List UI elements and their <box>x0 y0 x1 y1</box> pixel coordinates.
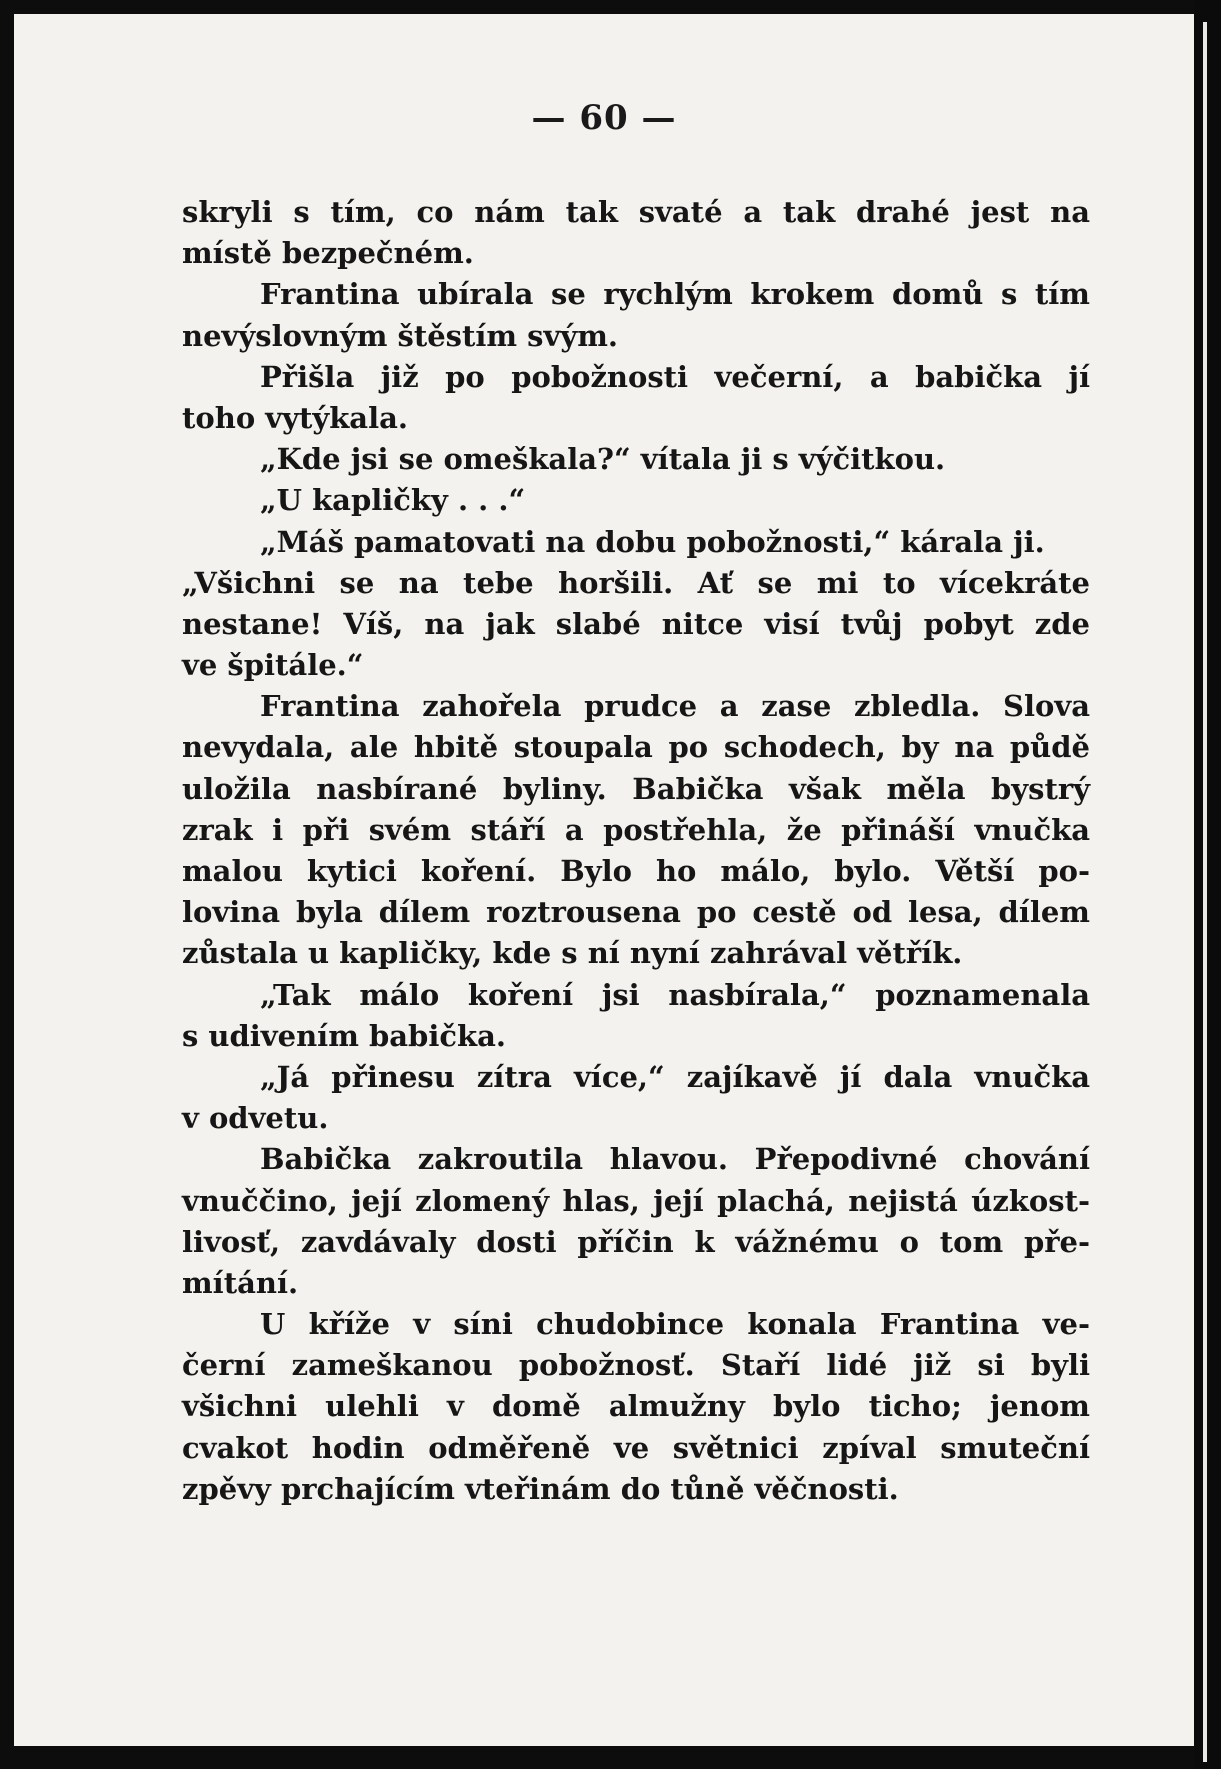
text-line: skryli s tím, co nám tak svaté a tak drahé jest na <box>182 195 1090 229</box>
next-page-edge <box>1203 22 1207 1762</box>
text-line: černí zameškanou pobožnosť. Staří lidé již si byli <box>182 1348 1090 1383</box>
text-line: ve špitále.“ <box>182 648 364 683</box>
text-line: místě bezpečném. <box>182 236 474 271</box>
text-line: mítání. <box>182 1265 299 1300</box>
text-line: nestane! Víš, na jak slabé nitce visí tvůj pobyt zde <box>182 606 1090 641</box>
page-number: — 60 — <box>531 98 677 138</box>
text-line: Babička zakroutila hlavou. Přepodivné chování <box>260 1142 1090 1177</box>
text-line: nevydala, ale hbitě stoupala po schodech, by na půdě <box>182 730 1090 765</box>
text-line: „Kde jsi se omeškala?“ vítala ji s výčitkou. <box>260 442 946 477</box>
text-line: zrak i při svém stáří a postřehla, že přináší vnučka <box>182 812 1090 847</box>
body-text <box>182 192 1090 1510</box>
text-line: cvakot hodin odměřeně ve světnici zpíval smuteční <box>182 1430 1090 1465</box>
text-line: „Všichni se na tebe horšili. Ať se mi to vícekráte <box>182 565 1090 600</box>
text-line: „U kapličky . . .“ <box>260 483 526 518</box>
text-line: nevýslovným štěstím svým. <box>182 318 618 353</box>
text-line: toho vytýkala. <box>182 400 408 435</box>
text-line: zůstala u kapličky, kde s ní nyní zahrával větřík. <box>182 936 963 971</box>
text-line: „Tak málo koření jsi nasbírala,“ poznamenala <box>260 977 1090 1012</box>
text-line: lovina byla dílem roztrousena po cestě od lesa, dílem <box>182 895 1090 930</box>
text-line: s udivením babička. <box>182 1018 506 1053</box>
text-line: zpěvy prchajícím vteřinám do tůně věčnosti. <box>182 1471 899 1506</box>
book-page <box>14 14 1194 1746</box>
text-line: malou kytici koření. Bylo ho málo, bylo. Větší po- <box>182 854 1090 888</box>
text-line: Frantina zahořela prudce a zase zbledla. Slova <box>260 689 1090 724</box>
text-line: všichni ulehli v domě almužny bylo ticho; jenom <box>182 1389 1090 1424</box>
text-line: „Máš pamatovati na dobu pobožnosti,“ kárala ji. <box>260 524 1045 559</box>
text-line: v odvetu. <box>182 1101 329 1136</box>
text-line: livosť, zavdávaly dosti příčin k vážnému o tom pře- <box>182 1224 1090 1259</box>
text-line: U kříže v síni chudobince konala Frantina ve- <box>260 1307 1090 1342</box>
text-line: uložila nasbírané byliny. Babička však měla bystrý <box>182 771 1090 806</box>
scan-border <box>1194 0 1221 1769</box>
text-line: Přišla již po pobožnosti večerní, a babička jí <box>260 359 1090 394</box>
text-line: vnuččino, její zlomený hlas, její plachá, nejistá úzkost- <box>182 1183 1090 1218</box>
text-line: Frantina ubírala se rychlým krokem domů s tím <box>260 277 1090 312</box>
text-line: „Já přinesu zítra více,“ zajíkavě jí dala vnučka <box>260 1059 1090 1094</box>
